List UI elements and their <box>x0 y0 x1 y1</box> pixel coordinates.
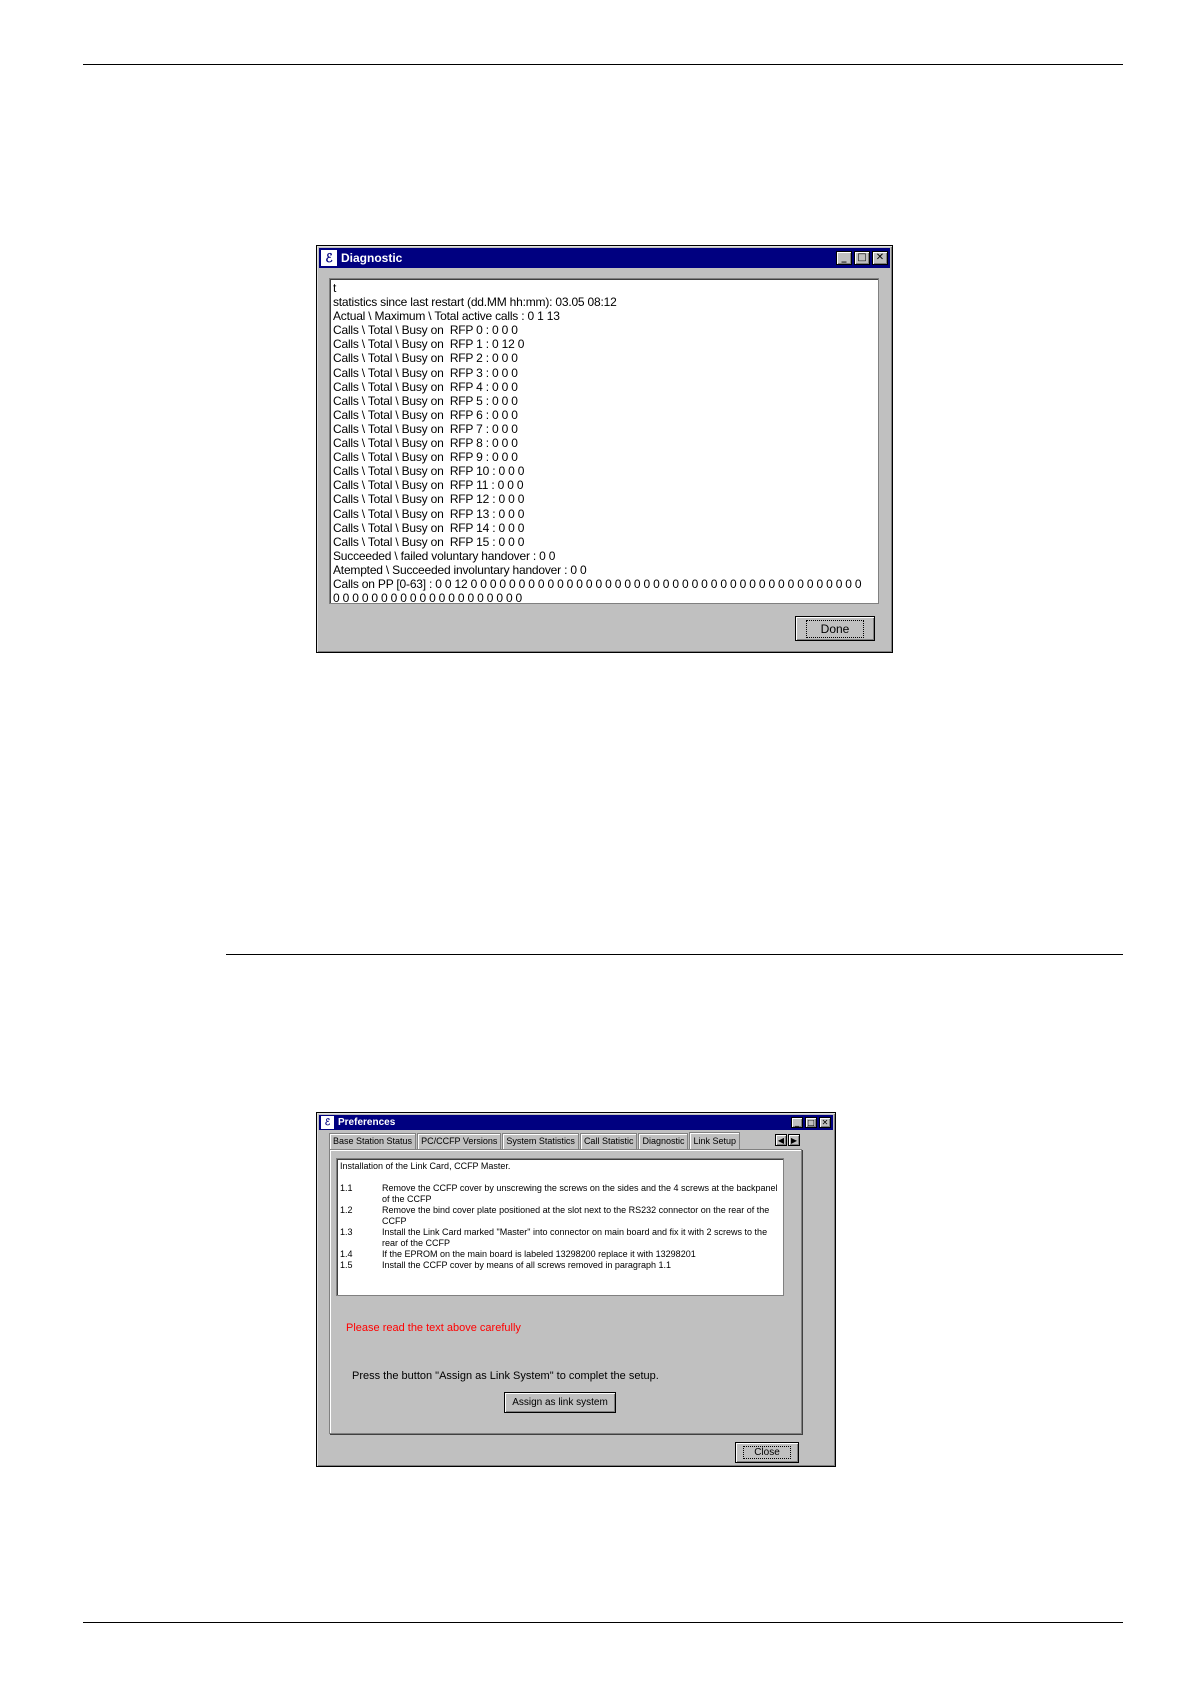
diagnostic-line: Calls \ Total \ Busy on RFP 0 : 0 0 0 <box>333 323 518 338</box>
preferences-titlebar[interactable] <box>319 1115 833 1130</box>
top-rule <box>83 64 1123 65</box>
diagnostic-line: Calls \ Total \ Busy on RFP 1 : 0 12 0 <box>333 337 525 352</box>
window-title: Diagnostic <box>341 251 403 265</box>
step-number: 1.4 <box>340 1249 353 1259</box>
maximize-icon[interactable]: □ <box>805 1117 817 1128</box>
step-text: Install the CCFP cover by means of all screws removed in paragraph 1.1 <box>382 1260 671 1270</box>
diagnostic-line: Calls \ Total \ Busy on RFP 7 : 0 0 0 <box>333 421 518 436</box>
steps-list <box>340 1183 780 1271</box>
swirl-app-icon[interactable]: ℰ <box>321 250 337 266</box>
instructions-heading: Installation of the Link Card, CCFP Master. <box>340 1161 511 1171</box>
diagnostic-line: Calls \ Total \ Busy on RFP 13 : 0 0 0 <box>333 506 525 521</box>
step-item <box>340 1227 780 1249</box>
diagnostic-line: Calls \ Total \ Busy on RFP 6 : 0 0 0 <box>333 407 518 422</box>
diagnostic-line: Calls \ Total \ Busy on RFP 9 : 0 0 0 <box>333 450 518 465</box>
diagnostic-line: Calls \ Total \ Busy on RFP 4 : 0 0 0 <box>333 379 518 394</box>
diagnostic-line: Calls \ Total \ Busy on RFP 14 : 0 0 0 <box>333 520 525 535</box>
step-item <box>340 1260 780 1271</box>
window-title: Preferences <box>338 1117 396 1128</box>
instruction-text: Press the button "Assign as Link System" to complet the setup. <box>352 1370 659 1382</box>
close-icon[interactable]: ✕ <box>819 1117 831 1128</box>
bottom-rule <box>83 1622 1123 1623</box>
diagnostic-titlebar[interactable] <box>319 248 890 268</box>
step-number: 1.3 <box>340 1227 353 1237</box>
done-label: Done <box>806 620 865 638</box>
diagnostic-line: 0 0 0 0 0 0 0 0 0 0 0 0 0 0 0 0 0 0 0 0 <box>333 591 523 604</box>
diagnostic-line: Calls \ Total \ Busy on RFP 5 : 0 0 0 <box>333 393 518 408</box>
maximize-icon[interactable]: □ <box>854 251 870 265</box>
diagnostic-line: Calls \ Total \ Busy on RFP 2 : 0 0 0 <box>333 351 518 366</box>
scroll-right-icon[interactable]: ▶ <box>788 1134 800 1146</box>
diagnostic-line: Calls \ Total \ Busy on RFP 11 : 0 0 0 <box>333 478 524 493</box>
step-text: Remove the bind cover plate positioned at the slot next to the RS232 connector on the rear of the CCFP <box>382 1205 770 1226</box>
step-number: 1.5 <box>340 1260 353 1270</box>
close-button[interactable] <box>735 1442 799 1463</box>
step-item <box>340 1249 780 1260</box>
assign-link-system-button[interactable] <box>504 1392 616 1413</box>
step-text: If the EPROM on the main board is labeled 13298200 replace it with 13298201 <box>382 1249 696 1259</box>
section-rule <box>226 954 1123 955</box>
link-setup-instructions[interactable] <box>336 1158 784 1296</box>
minimize-icon[interactable]: _ <box>836 251 852 265</box>
step-item <box>340 1183 780 1205</box>
diagnostic-output[interactable] <box>329 278 879 604</box>
step-text: Install the Link Card marked "Master" into connector on main board and fix it with 2 screws to the rear of the CCFP <box>382 1227 768 1248</box>
tab-link-setup[interactable]: Link Setup <box>689 1132 740 1150</box>
diagnostic-line: Calls \ Total \ Busy on RFP 10 : 0 0 0 <box>333 464 525 479</box>
diagnostic-window <box>316 245 893 653</box>
tab-diagnostic[interactable]: Diagnostic <box>638 1133 688 1149</box>
step-item <box>340 1205 780 1227</box>
tab-pc-ccfp-versions[interactable]: PC/CCFP Versions <box>417 1133 501 1149</box>
tab-strip <box>329 1133 741 1149</box>
diagnostic-line: Succeeded \ failed voluntary handover : 0 0 <box>333 548 556 563</box>
diagnostic-line: Calls \ Total \ Busy on RFP 12 : 0 0 0 <box>333 492 525 507</box>
step-number: 1.1 <box>340 1183 353 1193</box>
assign-label: Assign as link system <box>512 1397 608 1408</box>
diagnostic-line: Calls on PP [0-63] : 0 0 12 0 0 0 0 0 0 0 0 0 0 0 0 0 0 0 0 0 0 0 0 0 0 0 0 0 0 0 0 0 0 0 0 0 0 0 0 0 0 0 0 0 <box>333 576 862 591</box>
diagnostic-line: statistics since last restart (dd.MM hh:mm): 03.05 08:12 <box>333 295 617 310</box>
warning-text: Please read the text above carefully <box>346 1322 521 1334</box>
tab-scroll <box>775 1134 800 1146</box>
tab-base-station-status[interactable]: Base Station Status <box>329 1133 416 1149</box>
close-label: Close <box>743 1446 791 1459</box>
swirl-app-icon[interactable]: ℰ <box>321 1116 334 1129</box>
diagnostic-line: Calls \ Total \ Busy on RFP 3 : 0 0 0 <box>333 365 518 380</box>
scroll-left-icon[interactable]: ◀ <box>775 1134 787 1146</box>
diagnostic-line: Actual \ Maximum \ Total active calls : 0 1 13 <box>333 309 560 324</box>
step-text: Remove the CCFP cover by unscrewing the screws on the sides and the 4 screws at the backpanel of the CCFP <box>382 1183 778 1204</box>
minimize-icon[interactable]: _ <box>791 1117 803 1128</box>
diagnostic-line: t <box>333 281 337 295</box>
tab-system-statistics[interactable]: System Statistics <box>502 1133 579 1149</box>
preferences-window <box>316 1112 836 1467</box>
close-icon[interactable]: ✕ <box>872 251 888 265</box>
link-setup-panel <box>329 1149 802 1434</box>
diagnostic-line: Calls \ Total \ Busy on RFP 15 : 0 0 0 <box>333 534 525 549</box>
done-button[interactable] <box>795 616 875 641</box>
tab-call-statistic[interactable]: Call Statistic <box>580 1133 638 1149</box>
diagnostic-line: Calls \ Total \ Busy on RFP 8 : 0 0 0 <box>333 436 518 451</box>
diagnostic-line: Atempted \ Succeeded involuntary handover : 0 0 <box>333 562 587 577</box>
step-number: 1.2 <box>340 1205 353 1215</box>
